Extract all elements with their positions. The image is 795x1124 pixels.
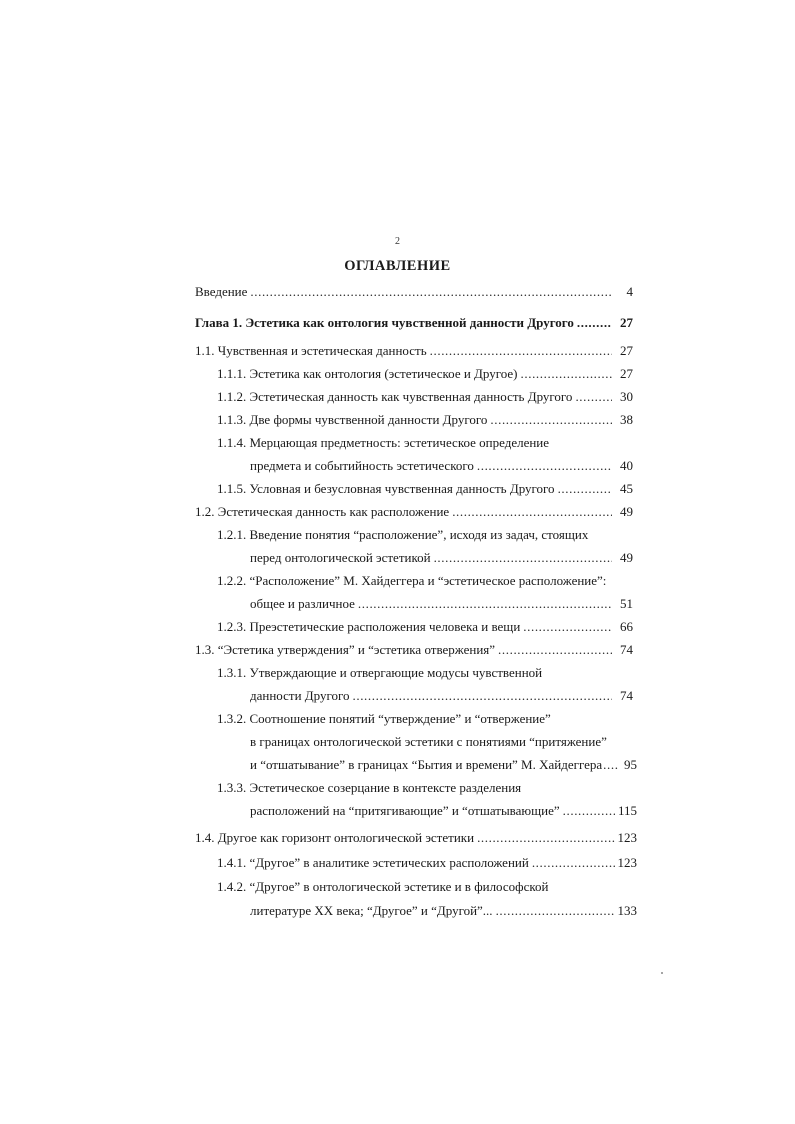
toc-entry-1-3-1-cont (250, 688, 633, 704)
leader-dots (496, 903, 615, 919)
leader-dots (558, 481, 612, 497)
toc-entry-label: расположений на “притягивающие” и “отшатывающие” (250, 803, 560, 818)
leader-dots (490, 412, 612, 428)
toc-entry-label: перед онтологической эстетикой (250, 550, 431, 565)
toc-entry-label: и “отшатывание” в границах “Бытия и времени” М. Хайдеггера (250, 757, 603, 772)
leader-dots (521, 366, 612, 382)
toc-entry-label: 1.1.1. Эстетика как онтология (эстетическое и Другое) (217, 366, 518, 381)
toc-entry-1-4 (195, 830, 637, 846)
toc-entry-1-1-4-cont (250, 458, 633, 474)
toc-entry-label: 1.3.2. Соотношение понятий “утверждение” и “отвержение” (217, 711, 551, 726)
toc-entry-label: 1.3.3. Эстетическое созерцание в контексте разделения (217, 780, 522, 795)
leader-dots (523, 619, 612, 635)
toc-entry-label: общее и различное (250, 596, 355, 611)
toc-entry-label: данности Другого (250, 688, 350, 703)
toc-entry-1-2 (195, 504, 633, 520)
leader-dots (434, 550, 612, 566)
leader-dots (250, 284, 612, 300)
toc-entry-label: 1.3.1. Утверждающие и отвергающие модусы чувственной (217, 665, 543, 680)
leader-dots (498, 642, 612, 658)
scan-speck (661, 972, 663, 974)
toc-entry-label: 1.4.1. “Другое” в аналитике эстетических расположений (217, 855, 529, 870)
toc-entry-page: 27 (620, 366, 633, 381)
toc-entry-page: 45 (620, 481, 633, 496)
page-title: ОГЛАВЛЕНИЕ (344, 258, 451, 274)
toc-entry-page: 4 (626, 284, 633, 299)
leader-dots (452, 504, 612, 520)
toc-entry-1-4-1 (217, 855, 637, 871)
toc-entry-label: 1.3. “Эстетика утверждения” и “эстетика отвержения” (195, 642, 496, 657)
leader-dots (430, 343, 612, 359)
toc-entry-page: 74 (620, 688, 633, 703)
toc-entry-page: 123 (617, 855, 637, 870)
leader-dots (577, 315, 612, 331)
toc-entry-1-4-2 (217, 879, 637, 895)
toc-entry-label: 1.1. Чувственная и эстетическая данность (195, 343, 427, 358)
toc-entry-page: 66 (620, 619, 633, 634)
leader-dots (603, 757, 618, 773)
toc-entry-page: 27 (620, 343, 633, 358)
toc-entry-label: 1.4.2. “Другое” в онтологической эстетике и в философской (217, 879, 549, 894)
toc-entry-label: 1.1.5. Условная и безусловная чувственная данность Другого (217, 481, 555, 496)
toc-entry-1-2-1 (217, 527, 633, 543)
leader-dots (575, 389, 612, 405)
leader-dots (353, 688, 613, 704)
toc-entry-1-3-2-cont-2 (250, 757, 637, 773)
toc-entry-1-3-1 (217, 665, 633, 681)
toc-entry-page: 40 (620, 458, 633, 473)
leader-dots (563, 803, 615, 819)
toc-entry-1-1 (195, 343, 633, 359)
toc-entry-page: 115 (617, 803, 637, 818)
toc-entry-label: 1.1.4. Мерцающая предметность: эстетическое определение (217, 435, 550, 450)
leader-dots (532, 855, 615, 871)
toc-entry-1-3-3-cont (250, 803, 637, 819)
toc-entry-page: 133 (617, 903, 637, 918)
toc-entry-1-3-2-cont-1 (250, 734, 633, 750)
toc-entry-1-3 (195, 642, 633, 658)
toc-entry-page: 49 (620, 550, 633, 565)
toc-entry-1-3-3 (217, 780, 633, 796)
toc-entry-label: 1.2.1. Введение понятия “расположение”, исходя из задач, стоящих (217, 527, 589, 542)
toc-entry-page: 95 (624, 757, 637, 772)
toc-entry-1-2-1-cont (250, 550, 633, 566)
leader-dots (477, 830, 614, 846)
toc-entry-label: 1.1.2. Эстетическая данность как чувственная данность Другого (217, 389, 573, 404)
toc-entry-page: 27 (620, 315, 633, 330)
toc-entry-page: 30 (620, 389, 633, 404)
toc-entry-label: 1.2.3. Преэстетические расположения человека и вещи (217, 619, 521, 634)
toc-entry-1-1-1 (217, 366, 633, 382)
toc-entry-page: 49 (620, 504, 633, 519)
toc-entry-chapter-1 (195, 315, 633, 331)
toc-entry-1-2-2 (217, 573, 633, 589)
toc-entry-1-2-2-cont (250, 596, 633, 612)
toc-entry-1-3-2 (217, 711, 633, 727)
toc-entry-page: 74 (620, 642, 633, 657)
toc-entry-label: Глава 1. Эстетика как онтология чувственной данности Другого (195, 315, 574, 330)
toc-entry-1-1-5 (217, 481, 633, 497)
toc-entry-1-4-2-cont (250, 903, 637, 919)
toc-entry-label: литературе XX века; “Другое” и “Другой”... (250, 903, 493, 918)
toc-entry-introduction (195, 284, 633, 300)
toc-entry-label: 1.4. Другое как горизонт онтологической эстетики (195, 830, 475, 845)
toc-entry-1-1-4 (217, 435, 633, 451)
leader-dots (477, 458, 612, 474)
toc-entry-label: 1.1.3. Две формы чувственной данности Другого (217, 412, 488, 427)
toc-entry-label: в границах онтологической эстетики с понятиями “притяжение” (250, 734, 607, 749)
toc-entry-label: 1.2.2. “Расположение” М. Хайдеггера и “эстетическое расположение”: (217, 573, 607, 588)
toc-entry-label: Введение (195, 284, 248, 299)
page-number: 2 (395, 236, 400, 247)
leader-dots (358, 596, 612, 612)
toc-entry-1-1-3 (217, 412, 633, 428)
toc-entry-page: 123 (617, 830, 637, 845)
toc-entry-label: 1.2. Эстетическая данность как расположение (195, 504, 450, 519)
toc-entry-page: 51 (620, 596, 633, 611)
toc-entry-label: предмета и событийность эстетического (250, 458, 474, 473)
toc-entry-1-1-2 (217, 389, 633, 405)
toc-entry-1-2-3 (217, 619, 633, 635)
toc-entry-page: 38 (620, 412, 633, 427)
